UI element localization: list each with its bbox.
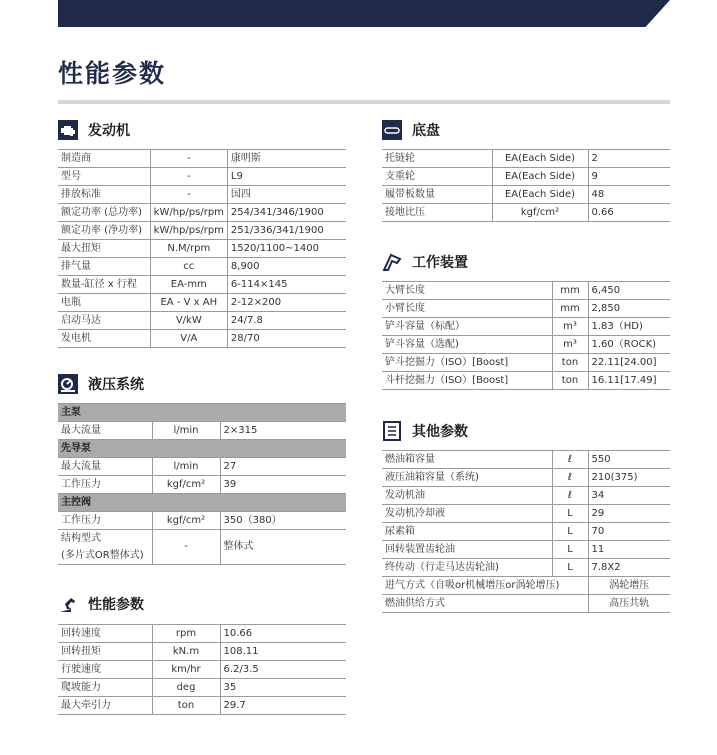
param-unit: - xyxy=(150,168,227,186)
param-label: 发动机油 xyxy=(382,487,552,505)
param-label: 行驶速度 xyxy=(58,661,152,679)
chassis-section-header xyxy=(382,118,440,142)
param-unit: kgf/cm² xyxy=(152,512,220,530)
param-unit: km/hr xyxy=(152,661,220,679)
param-label: 最大流量 xyxy=(58,458,152,476)
param-unit: kN.m xyxy=(152,643,220,661)
param-label: 启动马达 xyxy=(58,312,150,330)
param-value: 2 xyxy=(588,150,670,168)
param-value: 29.7 xyxy=(220,697,346,715)
param-unit: kW/hp/ps/rpm xyxy=(150,222,227,240)
param-unit: ℓ xyxy=(552,487,588,505)
excavator-icon xyxy=(58,594,78,614)
table-row xyxy=(382,354,670,372)
param-label: 燃油供给方式 xyxy=(382,595,588,613)
table-row xyxy=(58,625,346,643)
param-unit: m³ xyxy=(552,318,588,336)
table-row xyxy=(58,276,346,294)
param-unit: EA-mm xyxy=(150,276,227,294)
param-label: 小臂长度 xyxy=(382,300,552,318)
param-unit: l/min xyxy=(152,422,220,440)
param-label: 铲斗容量（标配） xyxy=(382,318,552,336)
param-label: 液压油箱容量（系统) xyxy=(382,469,552,487)
table-row xyxy=(382,451,670,469)
engine-section-header xyxy=(58,118,130,142)
param-label: 最大扭矩 xyxy=(58,240,150,258)
param-label: 数量-缸径 x 行程 xyxy=(58,276,150,294)
table-row xyxy=(382,186,670,204)
param-value: 550 xyxy=(588,451,670,469)
param-unit: - xyxy=(150,150,227,168)
table-row xyxy=(382,595,670,613)
param-label: 型号 xyxy=(58,168,150,186)
param-label: 履带板数量 xyxy=(382,186,492,204)
performance-table xyxy=(58,624,346,715)
hydraulic-section-title: 液压系统 xyxy=(88,377,144,393)
param-label: 大臂长度 xyxy=(382,282,552,300)
param-value: 350（380） xyxy=(220,512,346,530)
param-value: 39 xyxy=(220,476,346,494)
param-label: 工作压力 xyxy=(58,512,152,530)
param-value: 1.60（ROCK) xyxy=(588,336,670,354)
param-unit: - xyxy=(150,186,227,204)
param-unit: EA(Each Side) xyxy=(492,186,588,204)
param-value: 2-12×200 xyxy=(227,294,346,312)
table-row xyxy=(58,697,346,715)
param-label: 铲斗容量（选配) xyxy=(382,336,552,354)
table-row xyxy=(58,530,346,565)
param-value: 210(375) xyxy=(588,469,670,487)
other-section-header xyxy=(382,419,468,443)
param-unit: ton xyxy=(552,354,588,372)
track-icon xyxy=(382,120,402,140)
param-value: 涡轮增压 xyxy=(588,577,670,595)
param-label: 尿素箱 xyxy=(382,523,552,541)
param-label: 回转速度 xyxy=(58,625,152,643)
param-label: 铲斗挖掘力（ISO）[Boost] xyxy=(382,354,552,372)
param-label: 斗杆挖掘力（ISO）[Boost] xyxy=(382,372,552,390)
param-value: 8,900 xyxy=(227,258,346,276)
work-section-header xyxy=(382,250,468,274)
param-label: 电瓶 xyxy=(58,294,150,312)
param-unit: ton xyxy=(552,372,588,390)
table-row xyxy=(58,240,346,258)
param-label: 制造商 xyxy=(58,150,150,168)
param-value: 1.83（HD) xyxy=(588,318,670,336)
param-unit: ℓ xyxy=(552,451,588,469)
param-label: 发动机冷却液 xyxy=(382,505,552,523)
page-title: 性能参数 xyxy=(58,59,167,88)
param-value: 22.11[24.00] xyxy=(588,354,670,372)
other-section-title: 其他参数 xyxy=(412,424,468,440)
param-unit: mm xyxy=(552,282,588,300)
param-value: 251/336/341/1900 xyxy=(227,222,346,240)
param-label: 爬坡能力 xyxy=(58,679,152,697)
table-row xyxy=(382,372,670,390)
param-label: 最大牵引力 xyxy=(58,697,152,715)
chassis-table xyxy=(382,149,670,222)
table-row xyxy=(58,258,346,276)
param-value: 0.66 xyxy=(588,204,670,222)
param-value: 29 xyxy=(588,505,670,523)
param-unit: L xyxy=(552,541,588,559)
param-label: 燃油箱容量 xyxy=(382,451,552,469)
hydraulic-table xyxy=(58,403,346,565)
param-value: 国四 xyxy=(227,186,346,204)
param-value: 48 xyxy=(588,186,670,204)
param-label-line1: 结构型式 xyxy=(61,533,101,544)
table-row xyxy=(382,300,670,318)
param-unit: ℓ xyxy=(552,469,588,487)
param-value: L9 xyxy=(227,168,346,186)
param-value: 6-114×145 xyxy=(227,276,346,294)
header-bar xyxy=(58,0,670,27)
param-label: 最大流量 xyxy=(58,422,152,440)
work-table xyxy=(382,281,670,390)
table-row xyxy=(382,336,670,354)
group-row xyxy=(58,494,346,512)
param-value: 16.11[17.49] xyxy=(588,372,670,390)
param-label: 额定功率 (总功率) xyxy=(58,204,150,222)
table-row xyxy=(382,559,670,577)
param-unit: kW/hp/ps/rpm xyxy=(150,204,227,222)
param-unit: l/min xyxy=(152,458,220,476)
param-unit: ton xyxy=(152,697,220,715)
param-value: 6,450 xyxy=(588,282,670,300)
param-unit: cc xyxy=(150,258,227,276)
group-label: 主控阀 xyxy=(58,494,346,512)
table-row xyxy=(382,168,670,186)
table-row xyxy=(382,282,670,300)
table-row xyxy=(58,476,346,494)
param-unit: EA(Each Side) xyxy=(492,168,588,186)
hydraulic-section-header xyxy=(58,372,144,396)
table-row xyxy=(382,577,670,595)
table-row xyxy=(58,422,346,440)
table-row xyxy=(382,469,670,487)
param-value: 28/70 xyxy=(227,330,346,348)
param-unit: EA - V x AH xyxy=(150,294,227,312)
param-value: 6.2/3.5 xyxy=(220,661,346,679)
param-label xyxy=(58,530,152,565)
param-label: 进气方式（自吸or机械增压or涡轮增压) xyxy=(382,577,588,595)
param-unit: deg xyxy=(152,679,220,697)
table-row xyxy=(382,487,670,505)
group-row xyxy=(58,440,346,458)
table-row xyxy=(58,204,346,222)
param-unit: rpm xyxy=(152,625,220,643)
table-row xyxy=(382,505,670,523)
table-row xyxy=(58,512,346,530)
param-value: 9 xyxy=(588,168,670,186)
param-value: 2,850 xyxy=(588,300,670,318)
param-unit: m³ xyxy=(552,336,588,354)
param-label: 终传动（行走马达齿轮油) xyxy=(382,559,552,577)
param-label-line2: (多片式OR整体式) xyxy=(61,550,144,561)
param-label: 回转扭矩 xyxy=(58,643,152,661)
param-value: 7.8X2 xyxy=(588,559,670,577)
param-value: 高压共轨 xyxy=(588,595,670,613)
boom-arm-icon xyxy=(382,252,402,272)
table-row xyxy=(58,186,346,204)
param-unit: kgf/cm² xyxy=(492,204,588,222)
table-row xyxy=(58,330,346,348)
param-label: 排气量 xyxy=(58,258,150,276)
table-row xyxy=(58,312,346,330)
group-row xyxy=(58,404,346,422)
work-section-title: 工作装置 xyxy=(412,255,468,271)
document-icon xyxy=(382,421,402,441)
param-label: 发电机 xyxy=(58,330,150,348)
param-unit: L xyxy=(552,523,588,541)
param-unit: - xyxy=(152,530,220,565)
table-row xyxy=(58,643,346,661)
param-label: 回转装置齿轮油 xyxy=(382,541,552,559)
table-row xyxy=(58,150,346,168)
table-row xyxy=(382,541,670,559)
param-value: 11 xyxy=(588,541,670,559)
param-unit: V/A xyxy=(150,330,227,348)
param-unit: N.M/rpm xyxy=(150,240,227,258)
param-value: 24/7.8 xyxy=(227,312,346,330)
param-label: 工作压力 xyxy=(58,476,152,494)
param-value: 27 xyxy=(220,458,346,476)
param-unit: EA(Each Side) xyxy=(492,150,588,168)
table-row xyxy=(382,318,670,336)
group-label: 先导泵 xyxy=(58,440,346,458)
table-row xyxy=(58,458,346,476)
param-unit: L xyxy=(552,505,588,523)
param-value: 254/341/346/1900 xyxy=(227,204,346,222)
param-label: 额定功率 (净功率) xyxy=(58,222,150,240)
table-row xyxy=(58,661,346,679)
title-divider xyxy=(58,100,670,104)
table-row xyxy=(58,168,346,186)
param-value: 10.66 xyxy=(220,625,346,643)
table-row xyxy=(58,222,346,240)
performance-section-header xyxy=(58,592,144,616)
param-unit: L xyxy=(552,559,588,577)
param-unit: mm xyxy=(552,300,588,318)
param-label: 支重轮 xyxy=(382,168,492,186)
hydraulic-pump-icon xyxy=(58,374,78,394)
table-row xyxy=(382,523,670,541)
table-row xyxy=(58,294,346,312)
engine-icon xyxy=(58,120,78,140)
param-label: 托链轮 xyxy=(382,150,492,168)
performance-section-title: 性能参数 xyxy=(88,597,144,613)
table-row xyxy=(58,679,346,697)
engine-table xyxy=(58,149,346,348)
chassis-section-title: 底盘 xyxy=(412,123,440,139)
param-label: 接地比压 xyxy=(382,204,492,222)
group-label: 主泵 xyxy=(58,404,346,422)
param-value: 1520/1100~1400 xyxy=(227,240,346,258)
param-value: 康明斯 xyxy=(227,150,346,168)
param-value: 整体式 xyxy=(220,530,346,565)
table-row xyxy=(382,204,670,222)
other-table xyxy=(382,450,670,613)
param-label: 排放标准 xyxy=(58,186,150,204)
param-value: 2×315 xyxy=(220,422,346,440)
param-unit: V/kW xyxy=(150,312,227,330)
engine-section-title: 发动机 xyxy=(88,123,130,139)
table-row xyxy=(382,150,670,168)
param-value: 108.11 xyxy=(220,643,346,661)
param-unit: kgf/cm² xyxy=(152,476,220,494)
param-value: 34 xyxy=(588,487,670,505)
param-value: 70 xyxy=(588,523,670,541)
param-value: 35 xyxy=(220,679,346,697)
